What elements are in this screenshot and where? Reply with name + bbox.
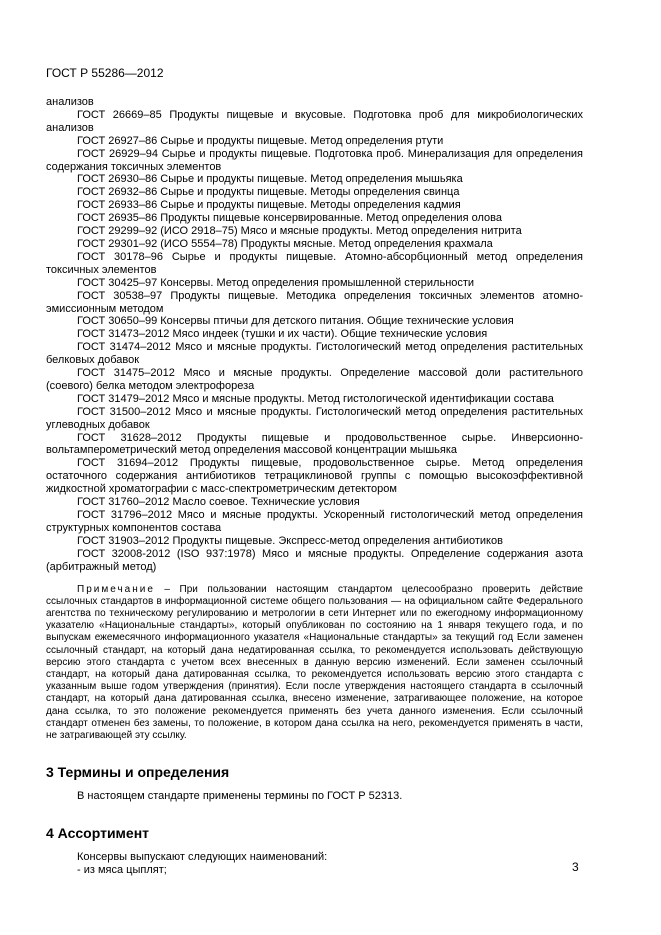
ref-item: ГОСТ 26932–86 Сырье и продукты пищевые. Методы определения свинца [77,186,460,199]
section-3-text: В настоящем стандарте применены термины по ГОСТ Р 52313. [77,790,403,803]
ref-item: ГОСТ 29301–92 (ИСО 5554–78) Продукты мясные. Метод определения крахмала [77,237,493,250]
ref-item: ГОСТ 31500–2012 Мясо и мясные продукты. Гистологический метод определения растительных углеводных добавок [46,405,583,431]
ref-item: ГОСТ 31903–2012 Продукты пищевые. Экспресс-метод определения антибиотиков [77,534,503,547]
ref-item: ГОСТ 26930–86 Сырье и продукты пищевые. Метод определения мышьяка [77,173,463,186]
assortment-item: - из мяса цыплят; [77,864,167,877]
refs-lead-line: анализов [46,96,94,108]
ref-item: ГОСТ 31628–2012 Продукты пищевые и продовольственное сырье. Инверсионно-вольтамперометрический метод определения массовой концентрации мышьяка [46,431,583,457]
ref-item: ГОСТ 31479–2012 Мясо и мясные продукты. Метод гистологической идентификации состава [77,392,554,405]
ref-item: ГОСТ 26929–94 Сырье и продукты пищевые. Подготовка проб. Минерализация для определения содержания токсичных элементов [46,147,583,173]
ref-item: ГОСТ 26933–86 Сырье и продукты пищевые. Методы определения кадмия [77,199,461,212]
page-number: 3 [572,860,579,874]
ref-item: ГОСТ 31796–2012 Мясо и мясные продукты. Ускоренный гистологический метод определения структурных компонентов состава [46,509,583,534]
ref-item: ГОСТ 31473–2012 Мясо индеек (тушки и их части). Общие технические условия [77,328,488,341]
ref-item: ГОСТ 31694–2012 Продукты пищевые, продовольственное сырье. Метод определения остаточного содержания антибиотиков тетрациклиновой группы с помощью высокоэффективной жидкостной хроматографии с масс-спектрометрическим детектором [46,457,583,496]
ref-item: ГОСТ 31475–2012 Мясо и мясные продукты. Определение массовой доли растительного (соевого) белка методом электрофореза [46,367,583,392]
section-4-heading: 4 Ассортимент [46,825,150,842]
ref-item: ГОСТ 26669–85 Продукты пищевые и вкусовые. Подготовка проб для микробиологических анализов [46,108,583,134]
page-content [46,96,583,877]
ref-item: ГОСТ 30650–99 Консервы птичьи для детского питания. Общие технические условия [77,315,514,328]
ref-item: ГОСТ 31474–2012 Мясо и мясные продукты. Гистологический метод определения растительных белковых добавок [46,341,583,367]
document-header: ГОСТ Р 55286—2012 [46,66,164,80]
ref-item: ГОСТ 26935–86 Продукты пищевые консервированные. Метод определения олова [77,212,502,225]
ref-item: ГОСТ 30538–97 Продукты пищевые. Методика определения токсичных элементов атомно-эмиссионным методом [46,289,583,315]
ref-item: ГОСТ 30425–97 Консервы. Метод определения промышленной стерильности [77,276,475,289]
section-4-intro: Консервы выпускают следующих наименований: [77,851,328,864]
ref-item: ГОСТ 30178–96 Сырье и продукты пищевые. Атомно-абсорбционный метод определения токсичных элементов [46,250,583,276]
note-block [46,584,583,743]
ref-item: ГОСТ 29299–92 (ИСО 2918–75) Мясо и мясные продукты. Метод определения нитрита [77,225,522,238]
section-3-heading: 3 Термины и определения [46,764,230,781]
note-text: – При пользовании настоящим стандартом целесообразно проверить действие ссылочных стандартов в информационной системе общего пользования — на официальном сайте Федерального агентства по техническому регулированию и метрологии в сети Интернет или по ежегодному информационному указателю «Национальные стандарты», который опубликован по состоянию на 1 января текущего года, и по выпускам ежемесячного информационного указателя «Национальные стандарты» за текущий год Если заменен ссылочный стандарт, на который дана недатированная ссылка, то рекомендуется использовать действующую версию этого стандарта с учетом всех внесенных в данную версию изменений. Если заменен ссылочный стандарт, на который дана датированная ссылка, то рекомендуется использовать версию этого стандарта с указанным выше годом утверждения (принятия). Если после утверждения настоящего стандарта в ссылочный стандарт, на который дана датированная ссылка, внесено изменение, затрагивающее положение, на которое дана ссылка, то это положение рекомендуется применять без учета данного изменения. Если ссылочный стандарт отменен без замены, то положение, в котором дана ссылка на него, рекомендуется применять в части, не затрагивающей эту ссылку. [46,583,583,741]
ref-item: ГОСТ 26927–86 Сырье и продукты пищевые. Метод определения ртути [77,134,444,147]
ref-item: ГОСТ 32008-2012 (ISO 937:1978) Мясо и мясные продукты. Определение содержания азота (арбитражный метод) [46,547,583,573]
note-label: Примечание [77,583,155,595]
ref-item: ГОСТ 31760–2012 Масло соевое. Технические условия [77,496,360,509]
